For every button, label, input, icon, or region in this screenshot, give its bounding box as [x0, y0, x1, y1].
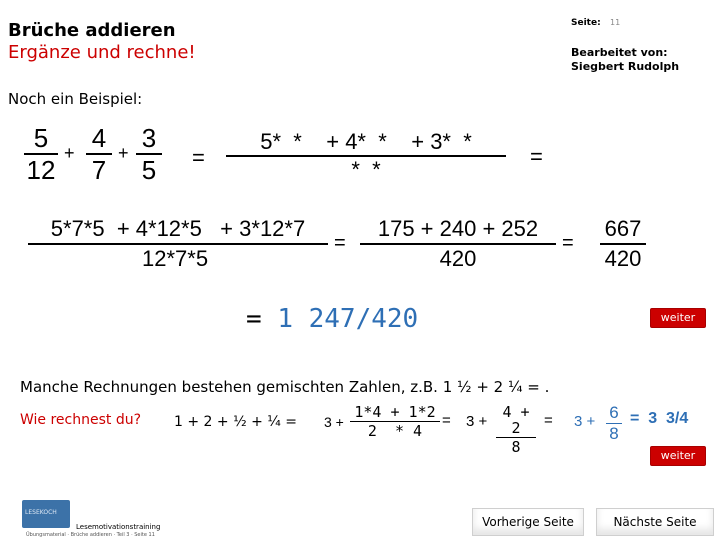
fraction-3-denominator: 5 — [141, 155, 157, 185]
fraction-bar — [600, 243, 646, 245]
equals-sign: = — [544, 412, 553, 429]
next-page-button[interactable]: Nächste Seite — [596, 508, 714, 536]
weiter-button-2[interactable]: weiter — [650, 446, 706, 466]
fraction-1-numerator: 5 — [33, 123, 49, 153]
logo — [22, 500, 70, 528]
mixed-result-value: 1 247/420 — [277, 304, 419, 334]
page-subtitle: Ergänze und rechne! — [8, 42, 196, 63]
result-numerator: 667 — [604, 216, 642, 241]
fraction-1 — [24, 124, 58, 184]
author-block — [571, 46, 679, 74]
fraction-1-denominator: 12 — [26, 155, 56, 185]
mixed-final-result: = 3 3/4 — [630, 410, 689, 427]
author-label: Bearbeitet von: — [571, 46, 668, 59]
equals-sign: = — [246, 304, 262, 334]
plus-sign: + — [118, 143, 129, 163]
equals-sign: = — [442, 412, 451, 429]
question-text: Wie rechnest du? — [20, 412, 142, 428]
fraction-bar — [28, 243, 328, 245]
fraction-3-numerator: 3 — [141, 123, 157, 153]
fraction-2 — [86, 124, 112, 184]
expanded-fraction — [28, 216, 328, 272]
mixed-fraction-2 — [496, 404, 536, 455]
mixed-fraction-2-numerator: 4 + 2 — [502, 403, 530, 437]
template-numerator: 5* * + 4* * + 3* * — [260, 129, 472, 154]
logo-text: LESEKOCH — [25, 509, 57, 516]
fraction-2-numerator: 4 — [91, 123, 107, 153]
expanded-numerator: 5*7*5 + 4*12*5 + 3*12*7 — [50, 216, 306, 241]
mixed-fraction-3 — [606, 404, 622, 443]
template-denominator: * * — [351, 157, 381, 182]
footer-title: Lesemotivationstraining — [76, 523, 161, 531]
example-intro: Noch ein Beispiel: — [8, 90, 143, 108]
fraction-3 — [136, 124, 162, 184]
previous-page-button[interactable]: Vorherige Seite — [472, 508, 584, 536]
mixed-numbers-text: Manche Rechnungen bestehen gemischten Zahlen, z.B. 1 ½ + 2 ¼ = . — [20, 378, 550, 396]
equals-sign: = — [530, 144, 543, 169]
page-number: 11 — [610, 18, 621, 27]
equals-sign: = — [334, 232, 346, 254]
common-denominator-fraction — [226, 130, 506, 182]
mixed-lead-3: 3 + — [574, 413, 596, 430]
mixed-lead: 3 + — [324, 414, 344, 430]
mixed-fraction-1 — [350, 404, 440, 439]
equals-sign: = — [562, 232, 574, 254]
footer-path: Übungsmaterial · Brüche addieren · Teil 3 · Seite 11 — [26, 532, 155, 538]
sum-numerator: 175 + 240 + 252 — [377, 216, 539, 241]
mixed-fraction-2-denominator: 8 — [511, 438, 521, 456]
fraction-bar — [360, 243, 556, 245]
sum-denominator: 420 — [439, 246, 477, 271]
plus-sign: + — [64, 143, 75, 163]
mixed-lead-2: 3 + — [466, 413, 488, 430]
expanded-denominator: 12*7*5 — [142, 246, 209, 271]
result-denominator: 420 — [604, 246, 642, 271]
weiter-button[interactable]: weiter — [650, 308, 706, 328]
mixed-fraction-3-numerator: 6 — [609, 403, 619, 422]
author-name: Siegbert Rudolph — [571, 60, 680, 73]
question-expression: 1 + 2 + ½ + ¼ = — [174, 414, 298, 430]
sum-fraction — [360, 216, 556, 272]
equals-sign: = — [192, 145, 205, 170]
mixed-result — [246, 304, 418, 334]
mixed-fraction-1-denominator: 2 * 4 — [367, 422, 423, 440]
fraction-2-denominator: 7 — [91, 155, 107, 185]
mixed-fraction-3-denominator: 8 — [609, 424, 619, 443]
result-fraction — [600, 216, 646, 272]
page-label: Seite: — [571, 18, 601, 28]
page-title: Brüche addieren — [8, 20, 176, 41]
mixed-fraction-1-numerator: 1*4 + 1*2 — [354, 403, 436, 421]
